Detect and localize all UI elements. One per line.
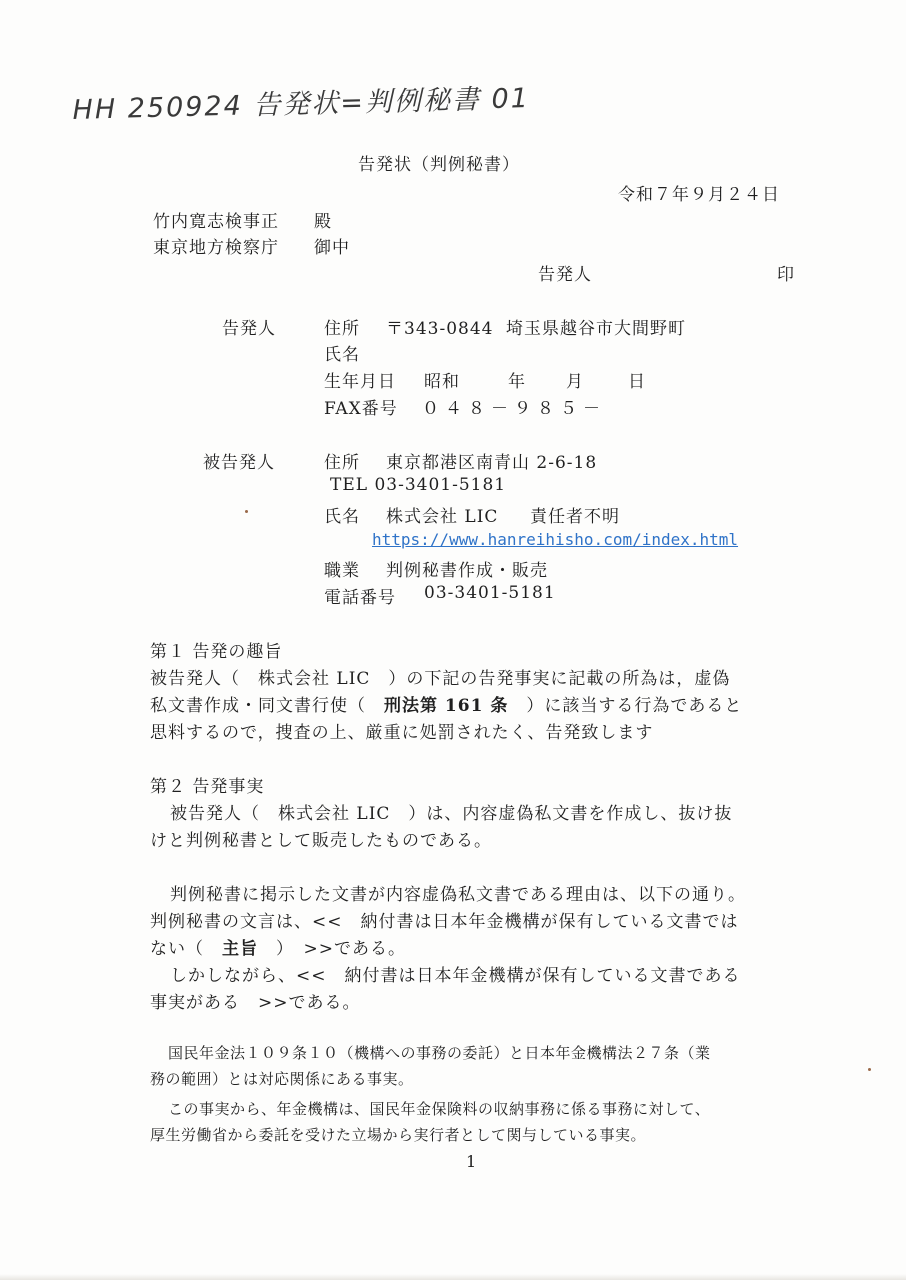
signature-label: 告発人 (538, 265, 592, 285)
section2-p3-line1: しかしながら、<< 納付書は日本年金機構が保有している文書である (170, 966, 741, 986)
scan-speck (868, 1068, 871, 1071)
accused-phone-label: 電話番号 (324, 588, 396, 608)
addressee-prosecutor: 竹内寛志検事正 (153, 212, 279, 232)
accused-website-link[interactable]: https://www.hanreihisho.com/index.html (372, 530, 739, 549)
section1-line1: 被告発人（ 株式会社 LIC ）の下記の告発事実に記載の所為は，虚偽 (150, 669, 731, 689)
addressee-office: 東京地方検察庁 (153, 238, 279, 258)
complainant-name-label: 氏名 (324, 345, 360, 365)
complainant-address-label: 住所 (324, 319, 360, 339)
accused-tel: TEL 03-3401-5181 (330, 475, 507, 495)
accused-name-label: 氏名 (324, 507, 360, 527)
section2-p4-line2: 務の範囲）とは対応関係にある事実。 (150, 1070, 414, 1088)
section1-line2-law: 刑法第 161 条 (384, 696, 509, 716)
complainant-fax: ０４８－９８５－ (422, 399, 606, 419)
seal-mark: 印 (777, 265, 795, 285)
complainant-address: 埼玉県越谷市大間野町 (506, 319, 686, 339)
section2-p2-line2: 判例秘書の文言は、<< 納付書は日本年金機構が保有している文書では (150, 912, 739, 932)
section2-p2-line3 (150, 934, 406, 959)
complainant-fax-label: FAX番号 (324, 399, 398, 419)
complainant-year-label: 年 (508, 372, 526, 392)
complainant-postal: 〒343-0844 (386, 319, 494, 339)
section2-p1-line2: けと判例秘書として販売したものである。 (150, 831, 492, 851)
accused-occupation: 判例秘書作成・販売 (386, 561, 548, 581)
addressee-honorific-1: 殿 (314, 212, 332, 232)
accused-role: 被告発人 (203, 453, 275, 473)
section2-p2-line1: 判例秘書に掲示した文書が内容虚偽私文書である理由は、以下の通り。 (170, 885, 746, 905)
section1-line2-c: ）に該当する行為であると (508, 696, 743, 716)
document-title: 告発状（判例秘書） (358, 155, 520, 175)
complainant-day-label: 日 (628, 372, 646, 392)
accused-company: 株式会社 LIC (386, 507, 499, 527)
section2-p2-line3-c: ） >>である。 (258, 939, 406, 959)
section1-heading: 第１ 告発の趣旨 (150, 642, 283, 662)
section2-p5-line1: この事実から、年金機構は、国民年金保険料の収納事務に係る事務に対して、 (168, 1100, 711, 1118)
handwritten-note: HH 250924 告発状=判例秘書 01 (72, 83, 531, 126)
section1-line3: 思料するので，捜査の上、厳重に処罰されたく、告発致します (150, 723, 654, 743)
section2-p4-line1: 国民年金法１０９条１０（機構への事務の委託）と日本年金機構法２７条（業 (168, 1044, 711, 1062)
section2-heading: 第２ 告発事実 (150, 777, 265, 797)
section1-line2 (150, 691, 742, 716)
section2-p5-line2: 厚生労働省から委託を受けた立場から実行者として関与している事実。 (150, 1126, 647, 1144)
accused-phone: 03-3401-5181 (424, 583, 556, 603)
complainant-month-label: 月 (566, 372, 584, 392)
addressee-honorific-2: 御中 (314, 238, 350, 258)
section1-line2-a: 私文書作成・同文書行使（ (150, 696, 384, 716)
section2-p2-line3-main: 主旨 (222, 939, 258, 959)
section2-p1-line1: 被告発人（ 株式会社 LIC ）は、内容虚偽私文書を作成し、抜け抜 (170, 804, 733, 824)
accused-address-label: 住所 (324, 453, 360, 473)
section2-p3-line2: 事実がある >>である。 (150, 993, 361, 1013)
document-date: 令和７年９月２４日 (618, 185, 780, 205)
accused-occupation-label: 職業 (324, 561, 360, 581)
scan-edge-shadow (0, 1274, 906, 1280)
scan-speck (245, 510, 248, 513)
complainant-birth-label: 生年月日 (324, 372, 396, 392)
section2-p2-line3-a: ない（ (150, 939, 222, 959)
complainant-era: 昭和 (424, 372, 460, 392)
complainant-role: 告発人 (222, 319, 276, 339)
page-number: 1 (466, 1152, 478, 1171)
accused-address: 東京都港区南青山 2-6-18 (386, 453, 598, 473)
accused-responsible: 責任者不明 (530, 507, 620, 527)
